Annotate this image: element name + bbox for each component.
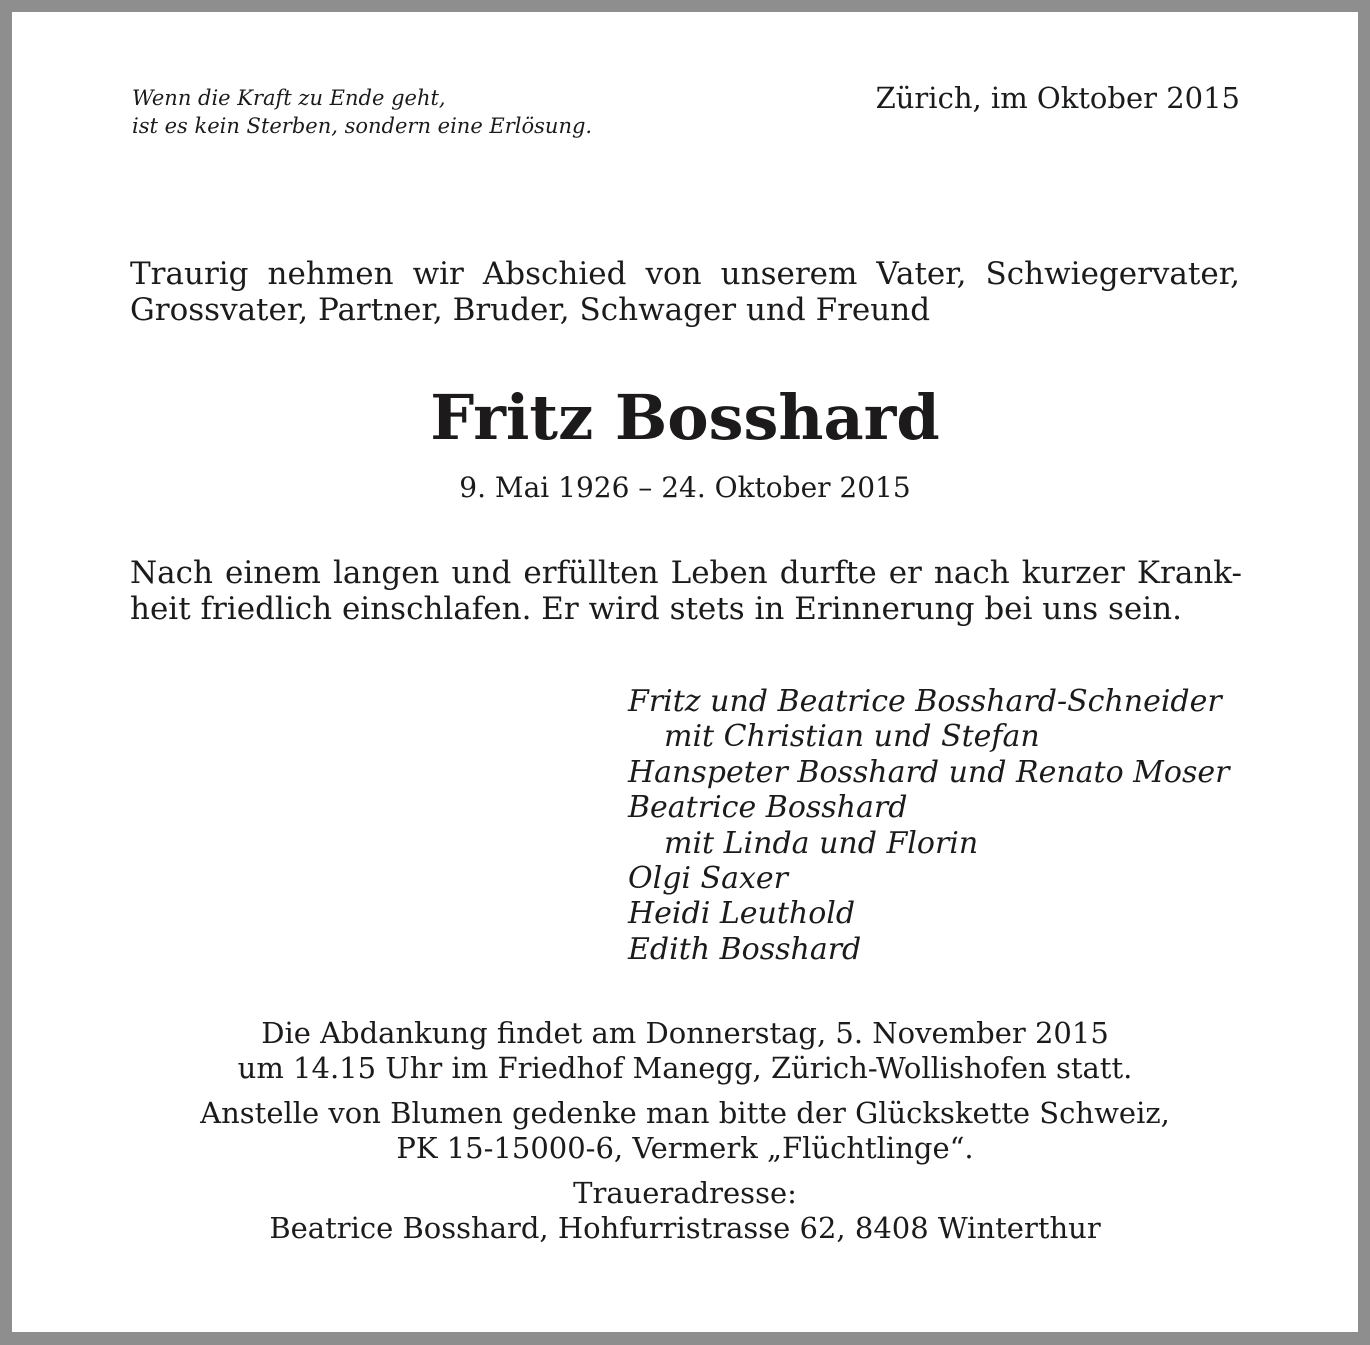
epigraph-quote (132, 84, 592, 140)
message-line: heit friedlich einschlafen. Er wird stets in Erinnerung bei uns sein. (130, 591, 1182, 627)
donation-line: PK 15-15000-6, Vermerk „Flüchtlinge“. (396, 1131, 974, 1165)
mourner-entry: mit Christian und Stefan (664, 719, 1040, 755)
service-line: um 14.15 Uhr im Friedhof Manegg, Zürich-Wollishofen statt. (237, 1051, 1133, 1085)
quote-line: Wenn die Kraft zu Ende geht, (132, 86, 446, 110)
service-info (12, 1016, 1358, 1246)
intro-line: Grossvater, Partner, Bruder, Schwager und Freund (130, 292, 931, 328)
message-line: Nach einem langen und erfüllten Leben durfte er nach kurzer Krank- (130, 555, 1242, 591)
intro-paragraph (130, 256, 1240, 328)
donation-line: Anstelle von Blumen gedenke man bitte der Glückskette Schweiz, (200, 1096, 1170, 1130)
deceased-name: Fritz Bosshard (430, 381, 940, 454)
mourner-entry: Hanspeter Bosshard und Renato Moser (628, 754, 1230, 790)
mourner-entry: Fritz und Beatrice Bosshard-Schneider (628, 684, 1222, 719)
message-paragraph (130, 555, 1242, 627)
mourner-entry: Heidi Leuthold (628, 896, 856, 932)
spacer (12, 1166, 1358, 1176)
obituary-notice (12, 12, 1358, 1332)
mourners-list (628, 684, 1229, 967)
address-line: Beatrice Bosshard, Hohfurristrasse 62, 8408 Winterthur (269, 1211, 1101, 1245)
place-date: Zürich, im Oktober 2015 (875, 81, 1240, 115)
mourner-entry: mit Linda und Florin (664, 825, 979, 861)
spacer (12, 1086, 1358, 1096)
quote-line: ist es kein Sterben, sondern eine Erlösung. (132, 114, 593, 138)
mourner-entry: Olgi Saxer (628, 861, 788, 897)
address-label: Traueradresse: (573, 1176, 797, 1210)
intro-line: Traurig nehmen wir Abschied von unserem Vater, Schwiegervater, (130, 256, 1240, 292)
mourner-entry: Edith Bosshard (628, 931, 862, 967)
service-line: Die Abdankung findet am Donnerstag, 5. November 2015 (261, 1016, 1109, 1050)
mourner-entry: Beatrice Bosshard (628, 790, 908, 826)
lifespan-dates: 9. Mai 1926 – 24. Oktober 2015 (459, 471, 911, 504)
